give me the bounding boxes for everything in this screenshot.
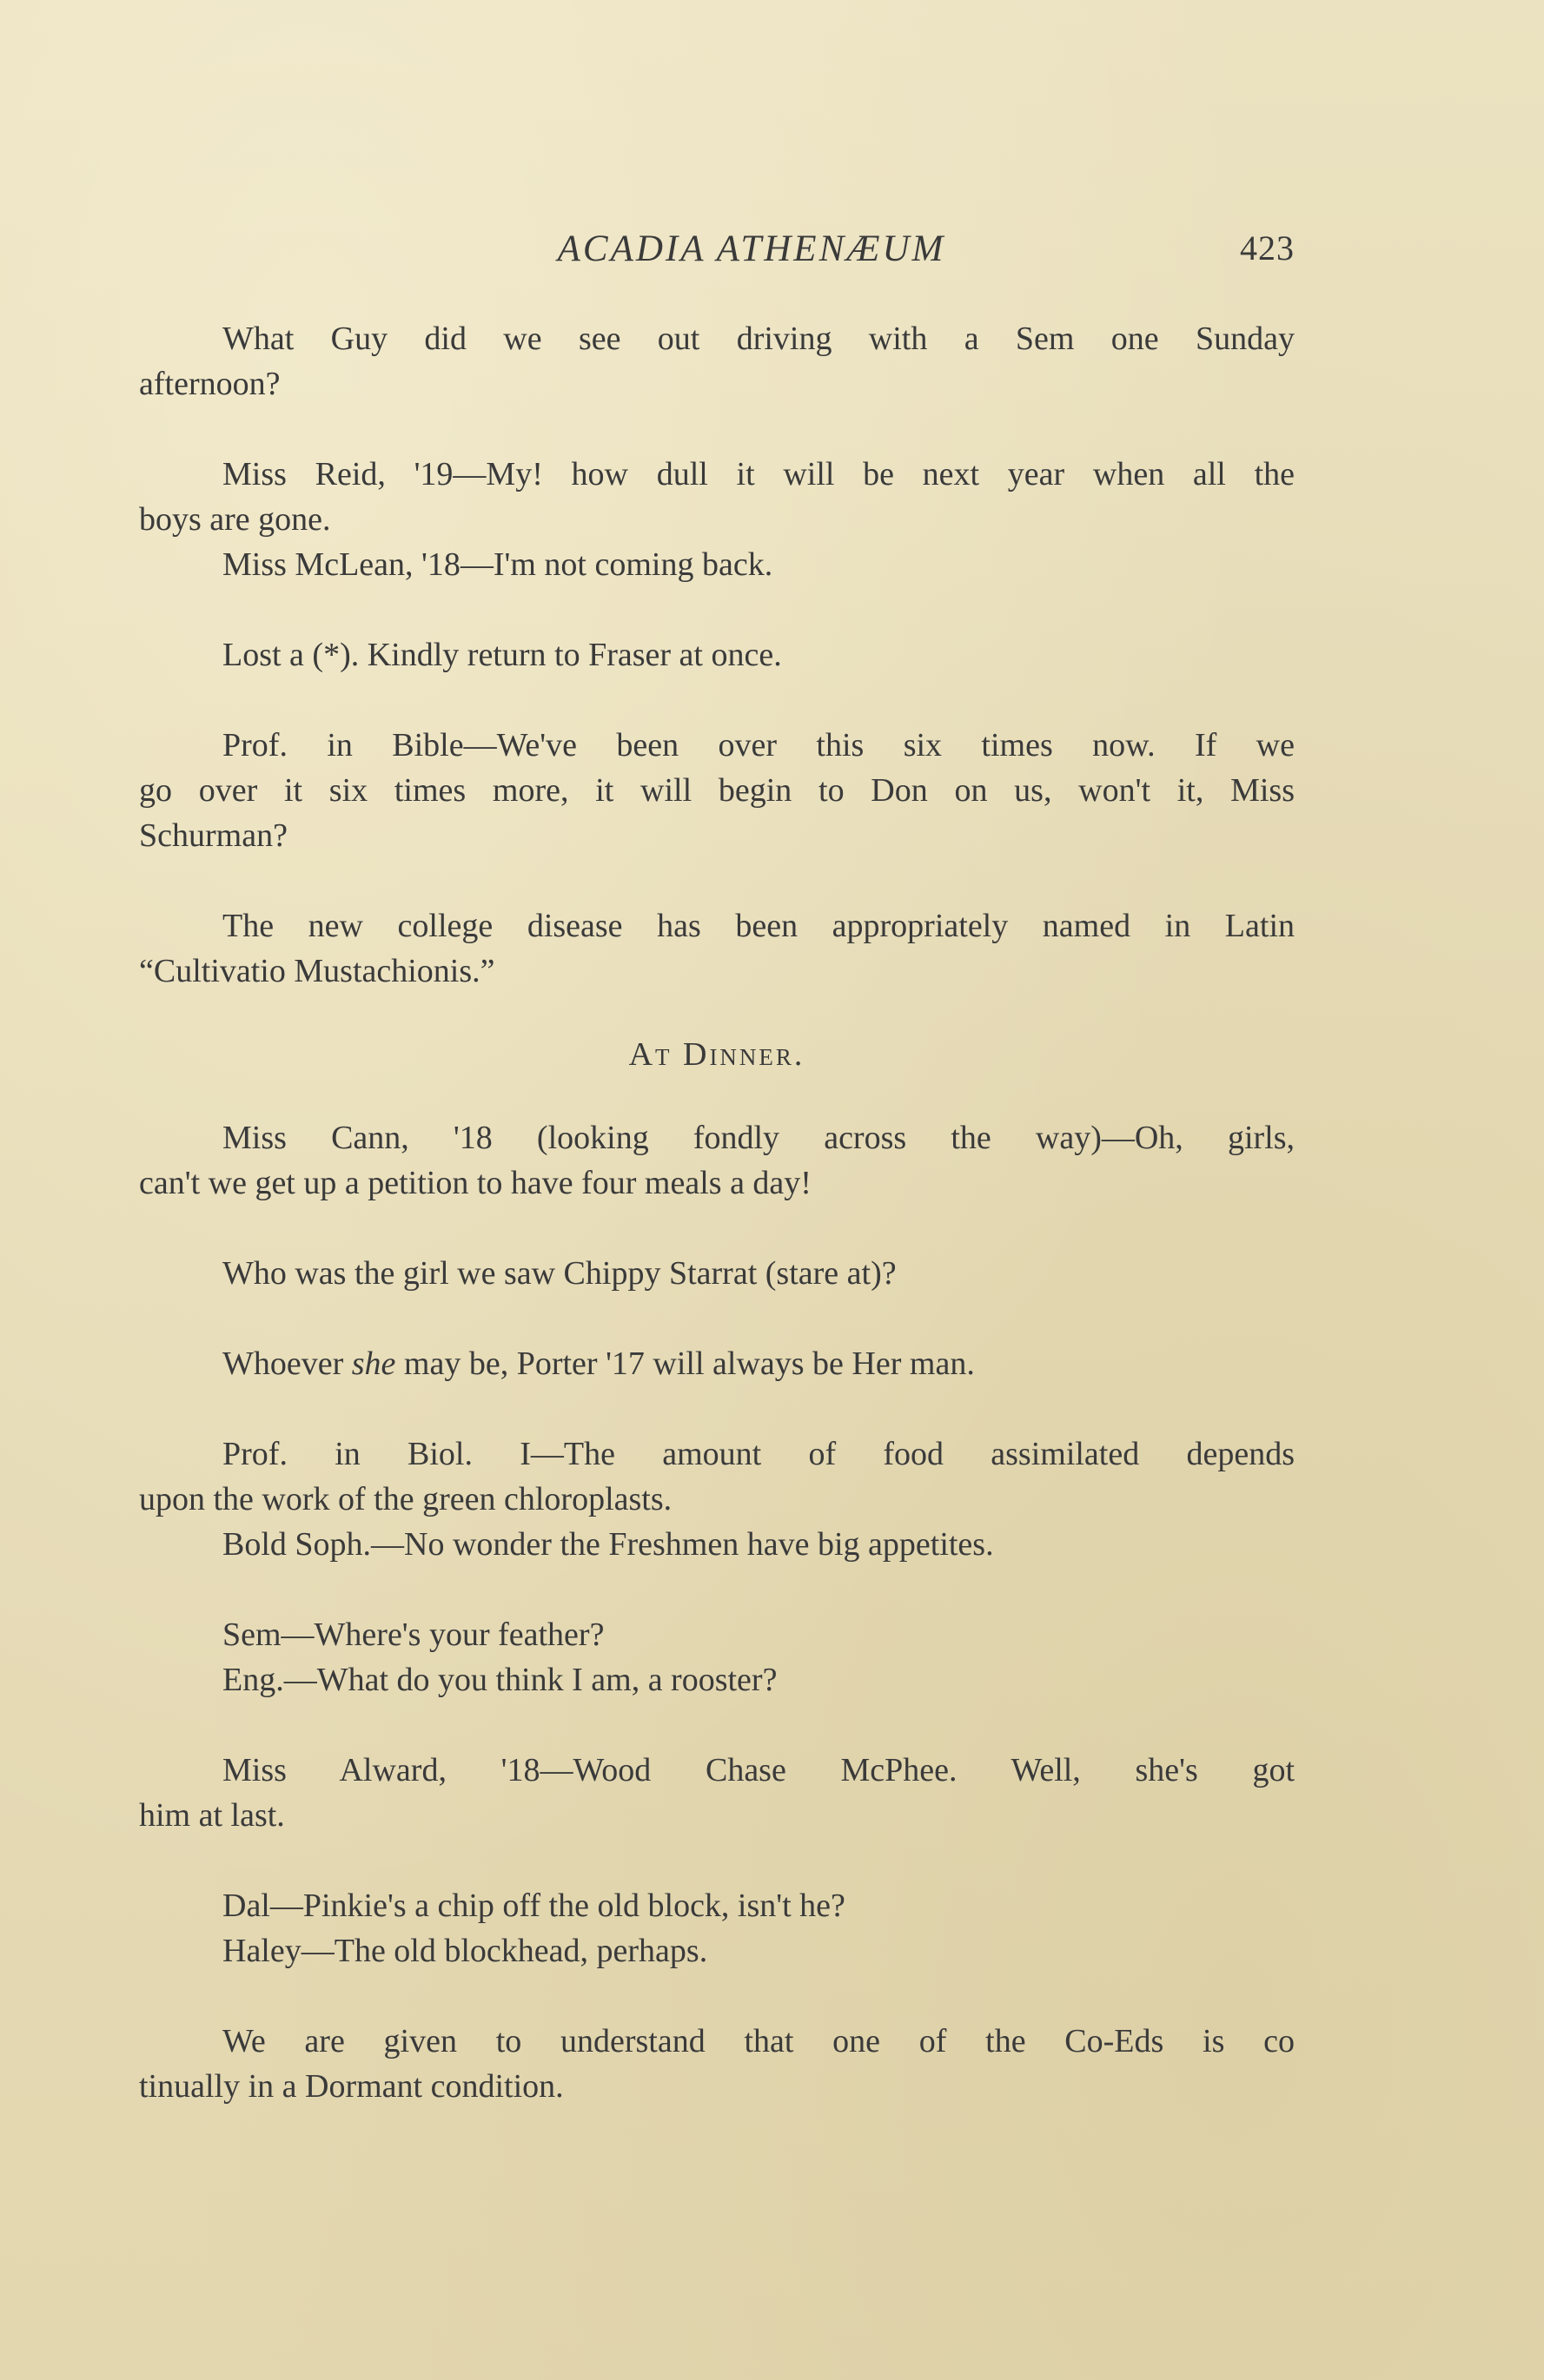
paragraph-bible — [139, 723, 1295, 858]
paragraph-biol — [139, 1431, 1295, 1522]
text-fragment: may be, Porter '17 will always be Her man. — [395, 1345, 975, 1382]
text-line: Dal—Pinkie's a chip off the old block, isn't he? — [222, 1887, 845, 1924]
text-line: can't we get up a petition to have four meals a day! — [139, 1165, 812, 1201]
paragraph-sem — [139, 1612, 1295, 1657]
text-line: Who was the girl we saw Chippy Starrat (stare at)? — [222, 1255, 897, 1292]
exchange-sem-eng — [139, 1612, 1295, 1702]
paragraph-porter — [139, 1341, 1295, 1386]
text-line: Bold Soph.—No wonder the Freshmen have big appetites. — [222, 1526, 994, 1563]
text-line: him at last. — [139, 1797, 285, 1834]
exchange-reid-mclean — [139, 452, 1295, 587]
paragraph-dal — [139, 1883, 1295, 1928]
paragraph-eng — [139, 1657, 1295, 1702]
paragraph-chippy — [139, 1251, 1295, 1296]
text-line: The new college disease has been appropriately named in Latin — [222, 908, 1295, 944]
text-line: go over it six times more, it will begin to Don on us, won't it, Miss — [139, 772, 1295, 809]
page-number: 423 — [1240, 228, 1295, 268]
text-line: Miss McLean, '18—I'm not coming back. — [222, 546, 773, 583]
text-line: Lost a (*). Kindly return to Fraser at once. — [222, 637, 782, 673]
text-line: afternoon? — [139, 366, 281, 402]
text-line — [139, 1341, 1295, 1386]
text-line: Prof. in Biol. I—The amount of food assimilated depends — [222, 1436, 1295, 1472]
paragraph-reid — [139, 452, 1295, 542]
paragraph-coeds — [139, 2019, 1295, 2109]
paragraph-lost — [139, 632, 1295, 678]
text-line: Schurman? — [139, 817, 288, 854]
text-line: What Guy did we see out driving with a Sem one Sunday — [222, 321, 1295, 357]
paragraph-soph — [139, 1522, 1295, 1567]
book-page — [139, 228, 1295, 2154]
text-line: tinually in a Dormant condition. — [139, 2068, 564, 2105]
section-heading: At Dinner. — [628, 1036, 805, 1073]
text-line: Miss Reid, '19—My! how dull it will be next year when all the — [222, 456, 1295, 493]
text-line: We are given to understand that one of the Co-Eds is co — [222, 2023, 1295, 2059]
emphasis: she — [351, 1345, 396, 1382]
text-line: Prof. in Bible—We've been over this six times now. If we — [222, 727, 1295, 764]
paragraph-disease — [139, 903, 1295, 994]
text-line: boys are gone. — [139, 501, 331, 538]
text-line: Eng.—What do you think I am, a rooster? — [222, 1662, 778, 1698]
text-line: upon the work of the green chloroplasts. — [139, 1481, 673, 1517]
text-line: Miss Alward, '18—Wood Chase McPhee. Well, she's got — [222, 1752, 1295, 1788]
paragraph-alward — [139, 1748, 1295, 1838]
exchange-biol-soph — [139, 1431, 1295, 1567]
body-text — [139, 316, 1295, 2109]
text-fragment: Whoever — [222, 1345, 352, 1382]
page-header — [139, 228, 1295, 290]
text-line: Sem—Where's your feather? — [222, 1616, 605, 1653]
exchange-dal-haley — [139, 1883, 1295, 1973]
paragraph-cann — [139, 1115, 1295, 1206]
text-line: Miss Cann, '18 (looking fondly across the way)—Oh, girls, — [222, 1120, 1295, 1156]
paragraph-haley — [139, 1928, 1295, 1973]
paragraph-guy — [139, 316, 1295, 407]
running-head: ACADIA ATHENÆUM — [557, 228, 946, 269]
paragraph-mclean — [139, 542, 1295, 587]
text-line: Haley—The old blockhead, perhaps. — [222, 1933, 708, 1969]
text-line: “Cultivatio Mustachionis.” — [139, 953, 495, 989]
